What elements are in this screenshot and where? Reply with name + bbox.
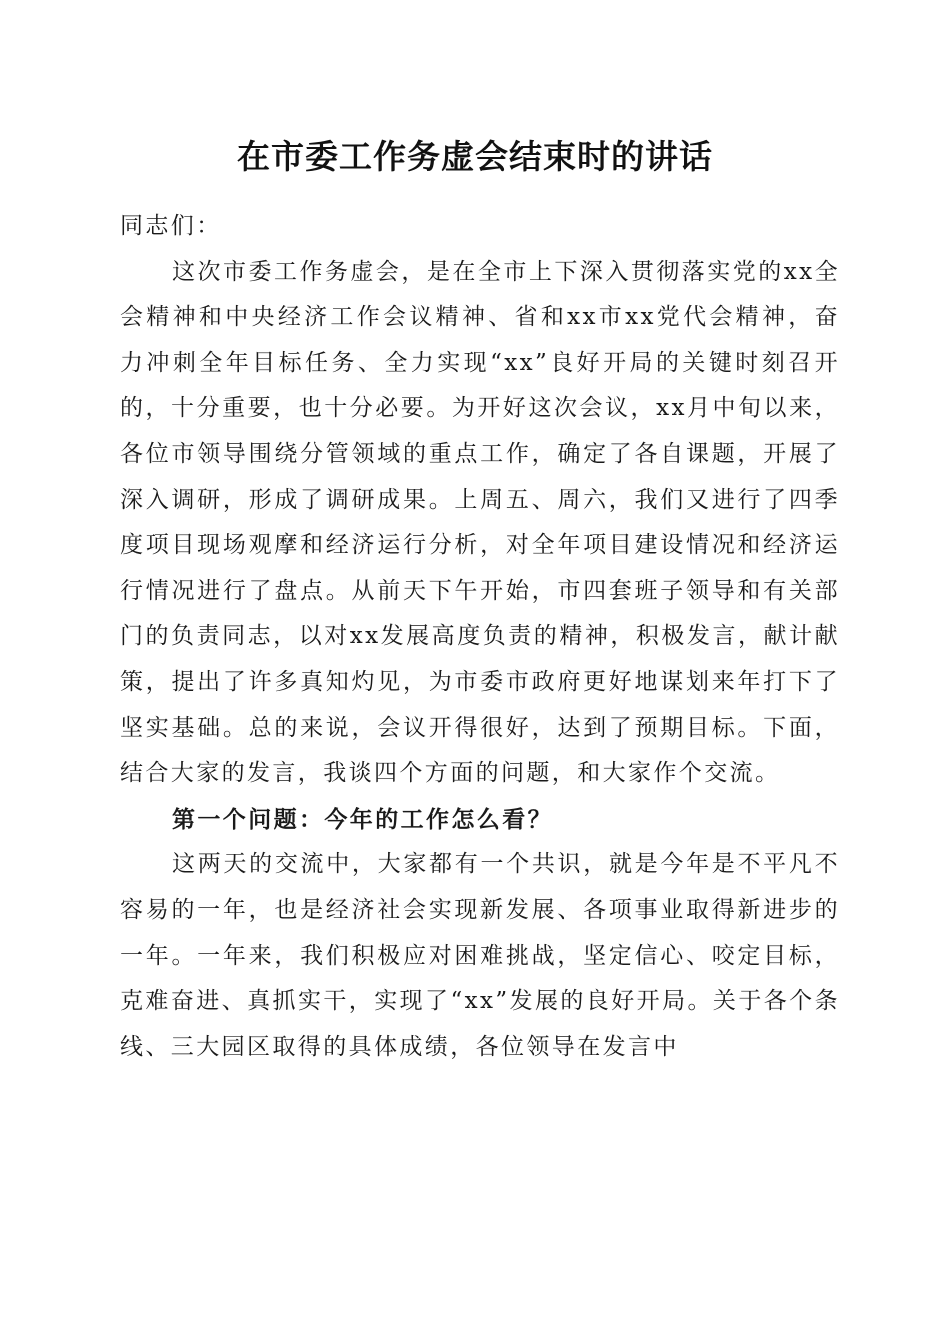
document-title: 在市委工作务虚会结束时的讲话 xyxy=(237,137,713,176)
salutation: 同志们： xyxy=(120,213,222,239)
section-heading: 第一个问题：今年的工作怎么看？ xyxy=(172,805,553,833)
document-body xyxy=(120,204,840,1070)
section-paragraph: 这两天的交流中，大家都有一个共识，就是今年是不平凡不容易的一年，也是经济社会实现新发展、各项事业取得新进步的一年。一年来，我们积极应对困难挑战，坚定信心、咬定目标，克难奋进、真抓实干，实现了“xx”发展的良好开局。关于各个条线、三大园区取得的具体成绩，各位领导在发言中 xyxy=(120,851,840,1060)
opening-paragraph: 这次市委工作务虚会，是在全市上下深入贯彻落实党的xx全会精神和中央经济工作会议精神、省和xx市xx党代会精神，奋力冲刺全年目标任务、全力实现“xx”良好开局的关键时刻召开的，十分重要，也十分必要。为开好这次会议，xx月中旬以来，各位市领导围绕分管领域的重点工作，确定了各自课题，开展了深入调研，形成了调研成果。上周五、周六，我们又进行了四季度项目现场观摩和经济运行分析，对全年项目建设情况和经济运行情况进行了盘点。从前天下午开始，市四套班子领导和有关部门的负责同志，以对xx发展高度负责的精神，积极发言，献计献策，提出了许多真知灼见，为市委市政府更好地谋划来年打下了坚实基础。总的来说，会议开得很好，达到了预期目标。下面，结合大家的发言，我谈四个方面的问题，和大家作个交流。 xyxy=(120,258,840,787)
